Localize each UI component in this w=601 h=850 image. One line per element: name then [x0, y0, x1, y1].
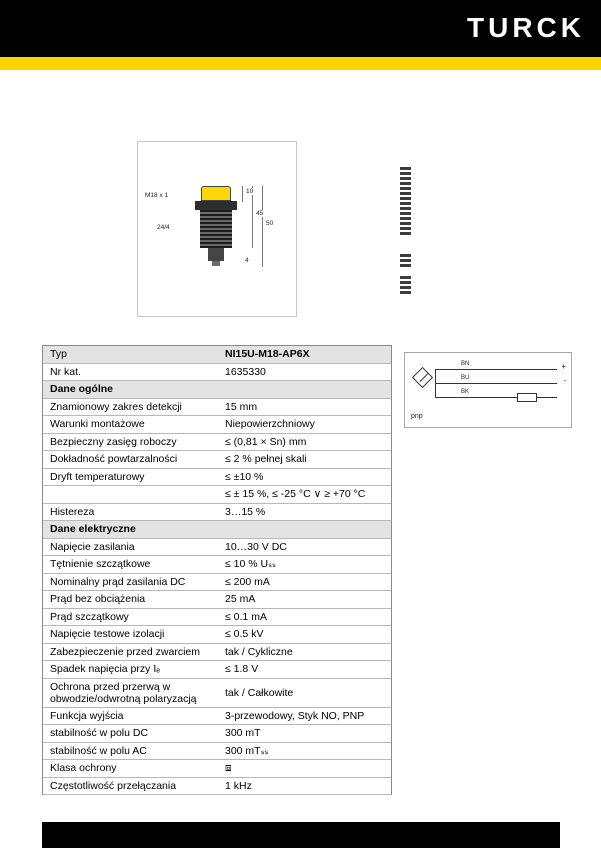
row-value — [221, 527, 391, 531]
wire-label-bk: BK — [461, 389, 470, 395]
table-row — [43, 451, 391, 469]
row-label: Ochrona przed przerwą w obwodzie/odwrotną polaryzacją — [50, 680, 197, 705]
row-label: Dane elektryczne — [50, 523, 136, 536]
table-row — [43, 708, 391, 726]
fine-print-line — [400, 281, 411, 284]
row-label: Warunki montażowe — [50, 418, 145, 431]
fine-print-line — [400, 232, 411, 235]
header-bar — [0, 0, 601, 57]
row-value: 25 mA — [225, 593, 256, 606]
dimension-line-45 — [252, 186, 253, 248]
fine-print-line — [400, 212, 411, 215]
table-row — [43, 346, 391, 364]
table-row — [43, 486, 391, 504]
sensor-threaded-barrel-shape — [200, 210, 232, 248]
row-label: Dokładność powtarzalności — [50, 453, 178, 466]
row-value: ≤ 0.5 kV — [225, 628, 264, 641]
row-value: NI15U-M18-AP6X — [225, 348, 310, 361]
row-label: Nominalny prąd zasilania DC — [50, 575, 186, 588]
table-section-row — [43, 521, 391, 539]
row-value: ⧈ — [225, 762, 232, 775]
row-label: Zabezpieczenie przed zwarciem — [50, 645, 200, 658]
polarity-plus-label: + — [561, 362, 566, 371]
load-resistor-symbol — [517, 393, 537, 402]
table-section-row — [43, 381, 391, 399]
fine-print-block — [400, 276, 411, 296]
table-row — [43, 399, 391, 417]
fine-print-line — [400, 286, 411, 289]
fine-print-line — [400, 192, 411, 195]
row-label: stabilność w polu DC — [50, 727, 149, 740]
table-row — [43, 416, 391, 434]
fine-print-line — [400, 264, 411, 267]
dimension-label-50: 50 — [266, 220, 274, 227]
table-row — [43, 364, 391, 382]
row-value: tak / Całkowite — [225, 686, 294, 699]
table-row — [43, 574, 391, 592]
fine-print-line — [400, 187, 411, 190]
table-row — [43, 539, 391, 557]
row-value: tak / Cykliczne — [225, 645, 293, 658]
table-row — [43, 626, 391, 644]
table-row — [43, 661, 391, 679]
row-value: ≤ 1.8 V — [225, 663, 259, 676]
wire-bk — [435, 397, 517, 398]
wire-bu — [435, 383, 557, 384]
dimension-label-45: 45 — [256, 210, 264, 217]
table-row — [43, 609, 391, 627]
fine-print-line — [400, 177, 411, 180]
table-row — [43, 778, 391, 796]
row-value: 300 mT — [225, 727, 261, 740]
row-label: Typ — [50, 348, 67, 361]
fine-print-line — [400, 182, 411, 185]
fine-print-line — [400, 276, 411, 279]
dimension-line-50 — [262, 186, 263, 267]
output-type-label: pnp — [411, 413, 423, 420]
row-value: ≤ ±10 % — [225, 470, 264, 483]
wire-bn — [435, 369, 557, 370]
fine-print-line — [400, 207, 411, 210]
row-label — [43, 492, 221, 496]
table-row — [43, 556, 391, 574]
table-row — [43, 644, 391, 662]
row-value: ≤ 0.1 mA — [225, 610, 267, 623]
row-value: 15 mm — [225, 400, 258, 413]
row-value: 1 kHz — [225, 779, 252, 792]
fine-print-line — [400, 217, 411, 220]
table-row — [43, 434, 391, 452]
fine-print-line — [400, 222, 411, 225]
row-value: 3-przewodowy, Styk NO, PNP — [225, 709, 365, 722]
row-value: 1635330 — [225, 365, 266, 378]
fine-print-line — [400, 291, 411, 294]
row-label: Częstotliwość przełączania — [50, 779, 177, 792]
wrench-size-label: 24/4 — [157, 224, 170, 231]
fine-print-block — [400, 167, 411, 237]
table-row — [43, 725, 391, 743]
table-row — [43, 591, 391, 609]
fine-print-block — [400, 254, 411, 269]
spec-table — [42, 345, 392, 795]
brand-accent-bar — [0, 57, 601, 70]
wire-bk — [537, 397, 557, 398]
dimension-label-4: 4 — [245, 257, 249, 264]
fine-print-line — [400, 259, 411, 262]
fine-print-line — [400, 172, 411, 175]
wire-label-bu: BU — [461, 375, 470, 381]
row-label: Napięcie testowe izolacji — [50, 628, 165, 641]
wiring-diagram — [404, 352, 572, 428]
row-label: stabilność w polu AC — [50, 744, 147, 757]
row-label: Dane ogólne — [50, 383, 114, 396]
fine-print-line — [400, 202, 411, 205]
fine-print-line — [400, 227, 411, 230]
table-row — [43, 760, 391, 778]
row-value: ≤ 2 % pełnej skali — [225, 453, 307, 466]
row-value: Niepowierzchniowy — [225, 418, 315, 431]
wire-label-bn: BN — [461, 361, 470, 367]
table-row — [43, 679, 391, 708]
sensor-cap-shape — [201, 186, 231, 201]
row-value: ≤ (0,81 × Sn) mm — [225, 435, 307, 448]
row-label: Znamionowy zakres detekcji — [50, 400, 182, 413]
row-value: 300 mTₛₛ — [225, 744, 269, 757]
brand-logo: TURCK — [467, 12, 585, 43]
row-value: ≤ ± 15 %, ≤ -25 °C ∨ ≥ +70 °C — [225, 488, 366, 501]
row-value: ≤ 10 % Uₛₛ — [225, 558, 276, 571]
row-label: Bezpieczny zasięg roboczy — [50, 435, 177, 448]
row-value: 3…15 % — [225, 505, 266, 518]
row-label: Dryft temperaturowy — [50, 470, 145, 483]
sensor-hexnut-shape — [195, 201, 237, 210]
row-value: 10…30 V DC — [225, 540, 287, 553]
row-label: Napięcie zasilania — [50, 540, 135, 553]
fine-print-line — [400, 254, 411, 257]
fine-print-line — [400, 167, 411, 170]
polarity-minus-label: - — [563, 376, 566, 385]
row-label: Nr kat. — [50, 365, 81, 378]
row-label: Spadek napięcia przy Iₑ — [50, 663, 161, 676]
sensor-tip-shape — [212, 261, 220, 266]
row-label: Funkcja wyjścia — [50, 709, 124, 722]
footer-bar — [42, 822, 560, 848]
row-label: Klasa ochrony — [50, 762, 117, 775]
row-value: ≤ 200 mA — [225, 575, 270, 588]
row-label: Histereza — [50, 505, 95, 518]
sensor-lower-body-shape — [208, 248, 224, 261]
table-row — [43, 469, 391, 487]
dimension-label-10: 10 — [246, 188, 254, 195]
table-row — [43, 504, 391, 522]
thread-size-label: M18 x 1 — [145, 192, 169, 199]
product-drawing — [137, 141, 297, 317]
row-label: Tętnienie szczątkowe — [50, 558, 151, 571]
dimension-line-10 — [242, 186, 243, 202]
row-label: Prąd bez obciążenia — [50, 593, 146, 606]
table-row — [43, 743, 391, 761]
row-label: Prąd szczątkowy — [50, 610, 129, 623]
row-value — [221, 387, 391, 391]
fine-print-line — [400, 197, 411, 200]
